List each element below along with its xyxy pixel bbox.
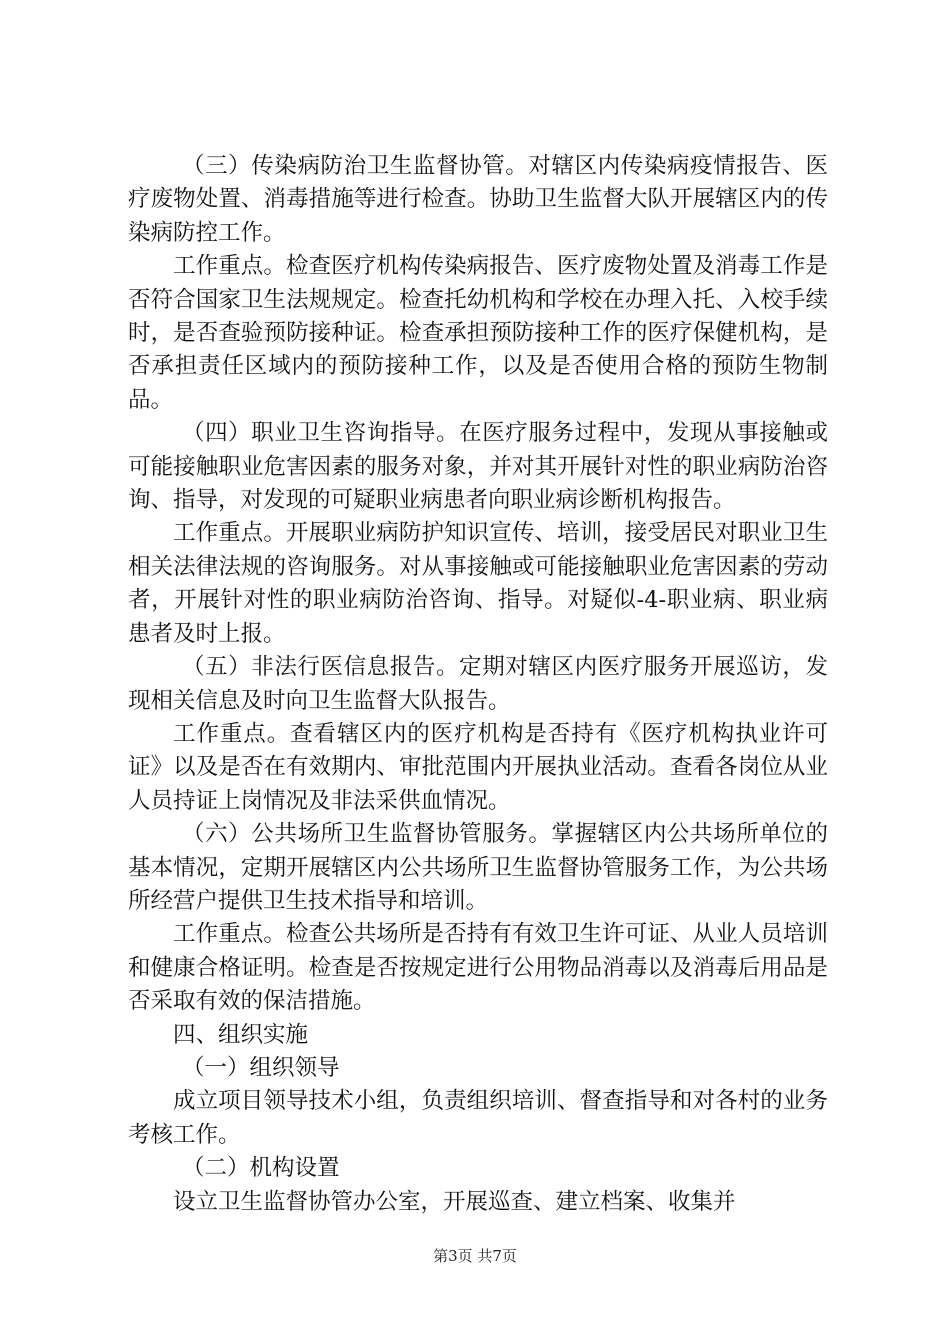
body-paragraph: 成立项目领导技术小组，负责组织培训、督查指导和对各村的业务考核工作。 — [128, 1088, 828, 1148]
section-heading-paragraph: （三）传染病防治卫生监督协管。对辖区内传染病疫情报告、医疗废物处置、消毒措施等进行检查。协助卫生监督大队开展辖区内的传染病防控工作。 — [128, 153, 828, 246]
section-heading-paragraph: （一）组织领导 — [182, 1054, 340, 1081]
body-paragraph: 工作重点。查看辖区内的医疗机构是否持有《医疗机构执业许可证》以及是否在有效期内、审批范围内开展执业活动。查看各岗位从业人员持证上岗情况及非法采供血情况。 — [128, 720, 828, 814]
document-body — [128, 150, 828, 1219]
body-paragraph: 设立卫生监督协管办公室，开展巡查、建立档案、收集并 — [173, 1188, 736, 1215]
section-heading-paragraph: （二）机构设置 — [182, 1155, 340, 1182]
body-paragraph: 工作重点。检查医疗机构传染病报告、医疗废物处置及消毒工作是否符合国家卫生法规规定。检查托幼机构和学校在办理入托、入校手续时，是否查验预防接种证。检查承担预防接种工作的医疗保健机构，是否承担责任区域内的预防接种工作，以及是否使用合格的预防生物制品。 — [128, 253, 828, 413]
body-paragraph: 四、组织实施 — [173, 1021, 309, 1048]
body-paragraph: 工作重点。检查公共场所是否持有有效卫生许可证、从业人员培训和健康合格证明。检查是否按规定进行公用物品消毒以及消毒后用品是否采取有效的保洁措施。 — [128, 921, 828, 1015]
body-paragraph: 工作重点。开展职业病防护知识宣传、培训，接受居民对职业卫生相关法律法规的咨询服务。对从事接触或可能接触职业危害因素的劳动者，开展针对性的职业病防治咨询、指导。对疑似-4-职业病、职业病患者及时上报。 — [128, 520, 828, 647]
section-heading-paragraph: （五）非法行医信息报告。定期对辖区内医疗服务开展巡访，发现相关信息及时向卫生监督大队报告。 — [128, 654, 828, 714]
section-heading-paragraph: （四）职业卫生咨询指导。在医疗服务过程中，发现从事接触或可能接触职业危害因素的服务对象，并对其开展针对性的职业病防治咨询、指导，对发现的可疑职业病患者向职业病诊断机构报告。 — [128, 420, 828, 514]
section-heading-paragraph: （六）公共场所卫生监督协管服务。掌握辖区内公共场所单位的基本情况，定期开展辖区内公共场所卫生监督协管服务工作，为公共场所经营户提供卫生技术指导和培训。 — [128, 821, 828, 914]
page-footer: 第3页 共7页 — [433, 1247, 517, 1265]
